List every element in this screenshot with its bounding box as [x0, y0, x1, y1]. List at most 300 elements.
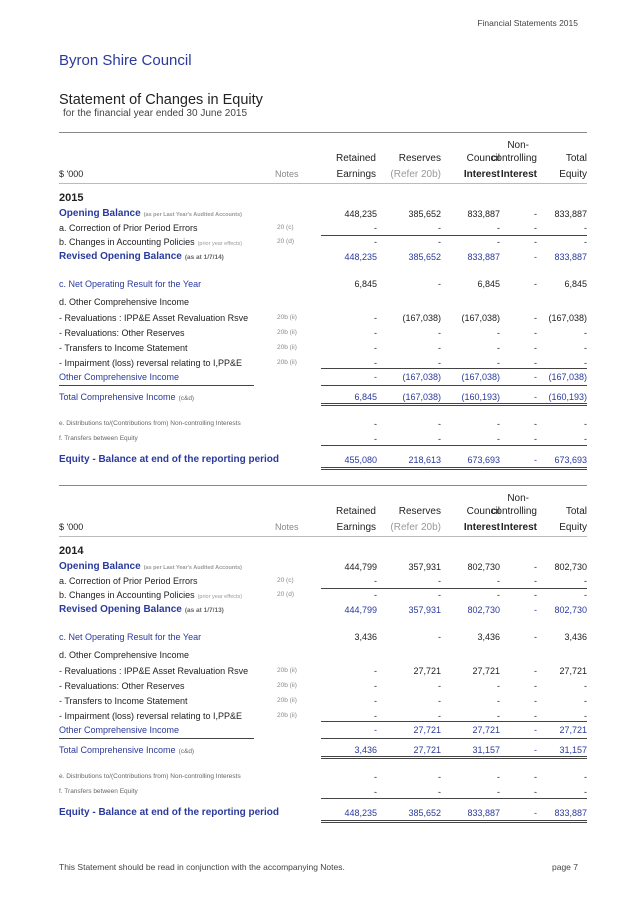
row-label [59, 603, 224, 618]
cell-reserves: - [438, 343, 441, 353]
cell-reserves: - [438, 328, 441, 338]
row-label-text: f. Transfers between Equity [59, 435, 138, 442]
cell-noncontrolling: - [534, 808, 537, 818]
cell-reserves: 218,613 [408, 455, 441, 465]
cell-total: - [584, 711, 587, 721]
column-heading: Retained [335, 153, 376, 164]
row-label [59, 250, 224, 265]
total-comprehensive-row [59, 743, 587, 757]
revised-opening-row [59, 603, 587, 617]
column-heading: Equity [559, 169, 587, 180]
oci-detail-row [59, 326, 587, 340]
row-label-text: a. Correction of Prior Period Errors [59, 576, 198, 586]
column-heading: Council [466, 506, 500, 517]
row-label [59, 574, 198, 588]
oci-detail-row [59, 311, 587, 325]
row-label [59, 207, 242, 222]
rule [59, 183, 587, 184]
cell-retained: - [374, 696, 377, 706]
cell-noncontrolling: - [534, 576, 537, 586]
rule [321, 798, 587, 799]
closing-balance-row [59, 806, 587, 820]
year-heading: 2014 [59, 545, 84, 557]
row-label [59, 709, 242, 723]
cell-noncontrolling: - [534, 745, 537, 755]
row-label [59, 588, 242, 604]
cell-retained: 448,235 [344, 808, 377, 818]
cell-total: 833,887 [554, 209, 587, 219]
row-label-text: Other Comprehensive Income [59, 725, 180, 735]
cell-council: - [497, 711, 500, 721]
cell-total: - [584, 328, 587, 338]
cell-total: (167,038) [548, 372, 587, 382]
cell-reserves: - [438, 358, 441, 368]
cell-total: - [584, 419, 587, 429]
cell-reserves: 385,652 [408, 209, 441, 219]
cell-total: - [584, 696, 587, 706]
rule [59, 132, 587, 133]
row-label-text: - Revaluations : IPP&E Asset Revaluation Rsve [59, 313, 249, 323]
notes-heading: Notes [275, 522, 299, 532]
row-label-text: - Transfers to Income Statement [59, 696, 188, 706]
correction-row [59, 574, 587, 588]
row-label-text: Equity - Balance at end of the reporting period [59, 807, 280, 818]
row-label-text: - Impairment (loss) reversal relating to I,PP&E [59, 711, 243, 721]
cell-reserves: - [438, 223, 441, 233]
cell-reserves: - [438, 419, 441, 429]
cell-noncontrolling: - [534, 696, 537, 706]
cell-retained: 3,436 [354, 745, 377, 755]
cell-noncontrolling: - [534, 313, 537, 323]
cell-reserves: - [438, 787, 441, 797]
cell-total: (167,038) [548, 313, 587, 323]
cell-reserves: 357,931 [408, 605, 441, 615]
row-label [59, 743, 194, 759]
cell-council: (167,038) [461, 372, 500, 382]
row-label-text: - Revaluations: Other Reserves [59, 681, 185, 691]
note-ref: 20b (ii) [277, 667, 297, 674]
rule [321, 235, 587, 236]
row-label-text: - Revaluations: Other Reserves [59, 328, 185, 338]
cell-retained: 448,235 [344, 252, 377, 262]
cell-reserves: 357,931 [408, 562, 441, 572]
cell-retained: - [374, 434, 377, 444]
cell-reserves: 385,652 [408, 808, 441, 818]
note-ref: 20 (c) [277, 224, 294, 231]
cell-noncontrolling: - [534, 419, 537, 429]
cell-council: - [497, 223, 500, 233]
note-ref: 20b (ii) [277, 329, 297, 336]
cell-total: 31,157 [559, 745, 587, 755]
row-label-text: b. Changes in Accounting Policies [59, 590, 195, 600]
cell-retained: - [374, 711, 377, 721]
correction-row [59, 221, 587, 235]
cell-noncontrolling: - [534, 343, 537, 353]
cell-council: 3,436 [477, 632, 500, 642]
cell-council: 833,887 [467, 209, 500, 219]
cell-retained: - [374, 681, 377, 691]
row-label [59, 277, 201, 291]
note-ref: 20 (d) [277, 238, 294, 245]
note-ref: 20 (c) [277, 577, 294, 584]
row-label-text: b. Changes in Accounting Policies [59, 237, 195, 247]
row-label-text: c. Net Operating Result for the Year [59, 279, 202, 289]
row-label-qualifier: (c&d) [178, 395, 195, 402]
cell-total: 833,887 [554, 808, 587, 818]
cell-total: 3,436 [564, 632, 587, 642]
cell-total: - [584, 223, 587, 233]
row-label [59, 806, 279, 820]
cell-council: 673,693 [467, 455, 500, 465]
cell-reserves: - [438, 681, 441, 691]
row-label [59, 341, 188, 355]
cell-reserves: (167,038) [402, 392, 441, 402]
cell-reserves: 27,721 [413, 725, 441, 735]
row-label [59, 723, 179, 737]
cell-total: 27,721 [559, 725, 587, 735]
net-operating-row [59, 630, 587, 644]
row-label-qualifier: (as per Last Year's Audited Accounts) [143, 565, 242, 571]
equity-section-2015 [59, 132, 587, 472]
cell-noncontrolling: - [534, 725, 537, 735]
oci-heading-text: d. Other Comprehensive Income [59, 650, 190, 660]
rule [321, 738, 587, 739]
cell-council: - [497, 772, 500, 782]
oci-total-row [59, 370, 587, 384]
cell-reserves: - [438, 772, 441, 782]
policy-changes-row [59, 235, 587, 249]
rule [321, 445, 587, 446]
cell-total: 673,693 [554, 455, 587, 465]
cell-noncontrolling: - [534, 279, 537, 289]
cell-reserves: - [438, 434, 441, 444]
oci-heading [59, 648, 587, 662]
row-label-text: Total Comprehensive Income [59, 745, 176, 755]
cell-reserves: - [438, 696, 441, 706]
transfers-row [59, 785, 587, 799]
cell-reserves: (167,038) [402, 372, 441, 382]
cell-noncontrolling: - [534, 328, 537, 338]
row-label-text: Total Comprehensive Income [59, 392, 176, 402]
row-label-text: Equity - Balance at end of the reporting period [59, 454, 280, 465]
cell-total: 6,845 [564, 279, 587, 289]
row-label-text: c. Net Operating Result for the Year [59, 632, 202, 642]
row-label [59, 356, 242, 370]
row-label-text: - Impairment (loss) reversal relating to I,PP&E [59, 358, 243, 368]
rule [321, 820, 587, 823]
cell-retained: 6,845 [354, 279, 377, 289]
rule [59, 485, 587, 486]
row-label-qualifier: (prior year effects) [197, 594, 243, 600]
oci-detail-row [59, 664, 587, 678]
row-label [59, 390, 194, 406]
column-heading: Non- [507, 493, 529, 504]
cell-council: 31,157 [472, 745, 500, 755]
row-label [59, 770, 241, 784]
column-heading: Reserves [398, 506, 441, 517]
column-heading: Reserves [398, 153, 441, 164]
column-heading: controlling [491, 153, 537, 164]
note-ref: 20b (ii) [277, 697, 297, 704]
cell-retained: - [374, 666, 377, 676]
cell-reserves: 27,721 [413, 745, 441, 755]
note-ref: 20b (ii) [277, 682, 297, 689]
cell-retained: 444,799 [344, 562, 377, 572]
cell-total: (160,193) [548, 392, 587, 402]
row-label-qualifier: (prior year effects) [197, 241, 243, 247]
row-label-text: - Transfers to Income Statement [59, 343, 188, 353]
column-heading: Total [565, 506, 587, 517]
row-label-text: a. Correction of Prior Period Errors [59, 223, 198, 233]
note-ref: 20b (ii) [277, 712, 297, 719]
row-label [59, 453, 279, 467]
note-ref: 20b (ii) [277, 359, 297, 366]
column-heading: Earnings [336, 169, 376, 180]
cell-retained: - [374, 313, 377, 323]
cell-total: - [584, 358, 587, 368]
cell-retained: - [374, 237, 377, 247]
row-label-qualifier: (as at 1/7/13) [184, 607, 224, 614]
net-operating-row [59, 277, 587, 291]
policy-changes-row [59, 588, 587, 602]
cell-noncontrolling: - [534, 223, 537, 233]
cell-reserves: - [438, 590, 441, 600]
column-heading: Non- [507, 140, 529, 151]
rule [59, 536, 587, 537]
cell-total: - [584, 343, 587, 353]
column-heading: Interest [463, 522, 500, 533]
cell-noncontrolling: - [534, 605, 537, 615]
cell-reserves: (167,038) [402, 313, 441, 323]
cell-noncontrolling: - [534, 392, 537, 402]
distributions-row [59, 417, 587, 431]
cell-council: - [497, 590, 500, 600]
row-label-qualifier: (as per Last Year's Audited Accounts) [143, 212, 242, 218]
cell-noncontrolling: - [534, 237, 537, 247]
cell-council: 802,730 [467, 562, 500, 572]
rule [321, 467, 587, 470]
column-heading: Earnings [336, 522, 376, 533]
cell-total: 802,730 [554, 605, 587, 615]
row-label [59, 664, 248, 678]
row-label-text: e. Distributions to/(Contributions from) Non-controlling Interests [59, 420, 241, 427]
cell-total: 27,721 [559, 666, 587, 676]
cell-retained: - [374, 372, 377, 382]
cell-retained: - [374, 725, 377, 735]
page-number: page 7 [552, 862, 578, 872]
cell-reserves: - [438, 632, 441, 642]
cell-total: - [584, 434, 587, 444]
column-heading: (Refer 20b) [390, 169, 441, 180]
transfers-row [59, 432, 587, 446]
cell-retained: - [374, 576, 377, 586]
row-label-qualifier: (c&d) [178, 748, 195, 755]
row-label [59, 432, 138, 446]
row-label-text: Opening Balance [59, 208, 141, 219]
equity-section-2014 [59, 485, 587, 825]
cell-noncontrolling: - [534, 681, 537, 691]
rule [321, 756, 587, 759]
cell-council: - [497, 419, 500, 429]
rule [321, 368, 587, 369]
cell-noncontrolling: - [534, 772, 537, 782]
oci-detail-row [59, 694, 587, 708]
cell-noncontrolling: - [534, 372, 537, 382]
column-heading: Council [466, 153, 500, 164]
cell-council: - [497, 576, 500, 586]
cell-retained: - [374, 590, 377, 600]
row-label-text: - Revaluations : IPP&E Asset Revaluation Rsve [59, 666, 249, 676]
cell-noncontrolling: - [534, 434, 537, 444]
notes-heading: Notes [275, 169, 299, 179]
cell-council: - [497, 237, 500, 247]
cell-total: - [584, 237, 587, 247]
cell-total: 802,730 [554, 562, 587, 572]
column-heading: Interest [463, 169, 500, 180]
cell-council: (160,193) [461, 392, 500, 402]
row-label [59, 630, 201, 644]
cell-council: - [497, 358, 500, 368]
cell-council: - [497, 787, 500, 797]
cell-reserves: - [438, 279, 441, 289]
oci-detail-row [59, 679, 587, 693]
rule [321, 721, 587, 722]
row-label [59, 326, 185, 340]
cell-noncontrolling: - [534, 209, 537, 219]
oci-heading [59, 295, 587, 309]
column-heading: Interest [500, 169, 537, 180]
column-heading: (Refer 20b) [390, 522, 441, 533]
cell-retained: - [374, 419, 377, 429]
organisation-name: Byron Shire Council [59, 52, 192, 69]
cell-total: 833,887 [554, 252, 587, 262]
cell-noncontrolling: - [534, 562, 537, 572]
cell-reserves: - [438, 711, 441, 721]
cell-noncontrolling: - [534, 358, 537, 368]
rule [59, 738, 254, 739]
footer-note: This Statement should be read in conjunction with the accompanying Notes. [59, 862, 345, 872]
cell-retained: 6,845 [354, 392, 377, 402]
row-label [59, 417, 241, 431]
row-label [59, 679, 185, 693]
column-heading: controlling [491, 506, 537, 517]
column-heading: Interest [500, 522, 537, 533]
row-label [59, 235, 242, 251]
cell-retained: - [374, 343, 377, 353]
row-label [59, 370, 179, 384]
cell-council: - [497, 328, 500, 338]
row-label-qualifier: (as at 1/7/14) [184, 254, 224, 261]
opening-balance-row [59, 207, 587, 221]
row-label [59, 311, 248, 325]
column-heading: Retained [335, 506, 376, 517]
cell-council: 27,721 [472, 725, 500, 735]
statement-subtitle: for the financial year ended 30 June 2015 [63, 108, 248, 119]
cell-total: - [584, 772, 587, 782]
row-label [59, 785, 138, 799]
cell-council: - [497, 434, 500, 444]
rule [321, 403, 587, 406]
cell-council: (167,038) [461, 313, 500, 323]
revised-opening-row [59, 250, 587, 264]
row-label-text: f. Transfers between Equity [59, 788, 138, 795]
cell-noncontrolling: - [534, 787, 537, 797]
column-heading: Total [565, 153, 587, 164]
oci-detail-row [59, 341, 587, 355]
cell-retained: - [374, 328, 377, 338]
rule [321, 588, 587, 589]
cell-retained: - [374, 787, 377, 797]
cell-council: 802,730 [467, 605, 500, 615]
cell-council: 833,887 [467, 808, 500, 818]
cell-total: - [584, 590, 587, 600]
rule [321, 385, 587, 386]
unit-label: $ '000 [59, 522, 84, 532]
distributions-row [59, 770, 587, 784]
cell-council: 27,721 [472, 666, 500, 676]
cell-noncontrolling: - [534, 455, 537, 465]
cell-total: - [584, 787, 587, 797]
cell-retained: 3,436 [354, 632, 377, 642]
cell-retained: 455,080 [344, 455, 377, 465]
row-label-text: Opening Balance [59, 561, 141, 572]
cell-retained: - [374, 358, 377, 368]
row-label-text: Revised Opening Balance [59, 251, 182, 262]
cell-council: 6,845 [477, 279, 500, 289]
oci-heading-text: d. Other Comprehensive Income [59, 297, 190, 307]
cell-noncontrolling: - [534, 711, 537, 721]
row-label-text: Revised Opening Balance [59, 604, 182, 615]
note-ref: 20b (ii) [277, 344, 297, 351]
note-ref: 20 (d) [277, 591, 294, 598]
cell-reserves: 385,652 [408, 252, 441, 262]
cell-council: - [497, 696, 500, 706]
row-label-text: Other Comprehensive Income [59, 372, 180, 382]
cell-noncontrolling: - [534, 632, 537, 642]
cell-reserves: 27,721 [413, 666, 441, 676]
cell-total: - [584, 681, 587, 691]
cell-council: 833,887 [467, 252, 500, 262]
opening-balance-row [59, 560, 587, 574]
cell-noncontrolling: - [534, 666, 537, 676]
closing-balance-row [59, 453, 587, 467]
cell-retained: 448,235 [344, 209, 377, 219]
row-label [59, 221, 198, 235]
cell-reserves: - [438, 576, 441, 586]
cell-reserves: - [438, 237, 441, 247]
unit-label: $ '000 [59, 169, 84, 179]
cell-council: - [497, 681, 500, 691]
cell-retained: 444,799 [344, 605, 377, 615]
cell-total: - [584, 576, 587, 586]
cell-council: - [497, 343, 500, 353]
rule [59, 385, 254, 386]
year-heading: 2015 [59, 192, 84, 204]
row-label [59, 694, 188, 708]
column-heading: Equity [559, 522, 587, 533]
row-label-text: e. Distributions to/(Contributions from) Non-controlling Interests [59, 773, 241, 780]
cell-noncontrolling: - [534, 252, 537, 262]
statement-title: Statement of Changes in Equity [59, 92, 263, 108]
total-comprehensive-row [59, 390, 587, 404]
cell-retained: - [374, 223, 377, 233]
row-label [59, 560, 242, 575]
cell-retained: - [374, 772, 377, 782]
cell-noncontrolling: - [534, 590, 537, 600]
note-ref: 20b (ii) [277, 314, 297, 321]
oci-total-row [59, 723, 587, 737]
running-header: Financial Statements 2015 [477, 18, 578, 28]
